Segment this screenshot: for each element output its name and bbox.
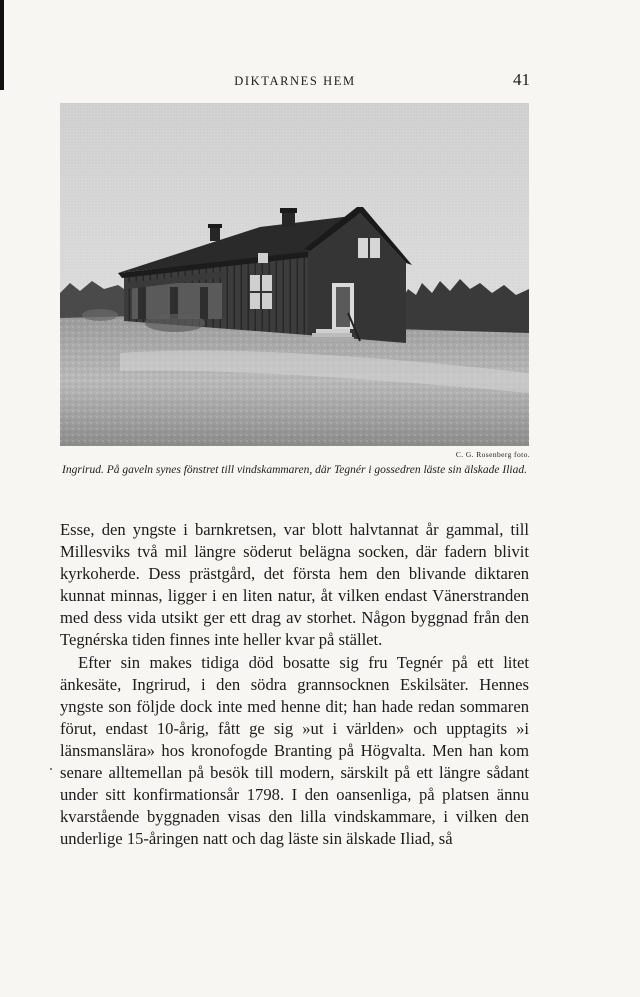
paragraph-2: Efter sin makes tidiga död bosatte sig fru Tegnér på ett litet änkesäte, Ingrirud, i den södra grannsocknen Eskilsäter. Hennes yngste son följde dock inte med henne dit; han hade redan sommaren förut, endast 10-årig, fått ge sig »ut i världen» och upptagits »i länsmanslära» hos kronofogde Branting på Högvalta. Men han kom senare alltemellan på besök till modern, särskilt på ett längre sådant under sitt konfirmationsår 1798. I den oansenliga, på platsen ännu kvarstående byggnaden visas den lilla vindskammare, i vilken den underlige 15-åringen natt och dag läste sin älskade Iliad, så <box>60 652 529 849</box>
body-text <box>60 519 529 850</box>
page-number: 41 <box>513 70 530 89</box>
page-speck <box>50 768 52 770</box>
photo-credit: C. G. Rosenberg foto. <box>455 450 530 459</box>
page-edge-mark <box>0 0 4 90</box>
farmhouse-photo <box>60 103 529 446</box>
figure-caption: Ingrirud. På gaveln synes fönstret till vindskammaren, där Tegnér i gossedren läste sin älskade Iliad. <box>62 464 527 476</box>
paragraph-1: Esse, den yngste i barnkretsen, var blott halvtannat år gammal, till Millesviks två mil längre söderut belägna socken, där fadern blivit kyrkoherde. Dess prästgård, det första hem den blivande diktaren kunnat minnas, ligger i en liten natur, åt vilken endast Vänerstranden med dess vida utsikt ger ett drag av storhet. Någon byggnad från den Tegnérska tiden finnes inte heller kvar på stället. <box>60 520 529 650</box>
page-header <box>60 70 530 94</box>
running-head: DIKTARNES HEM <box>234 74 356 88</box>
